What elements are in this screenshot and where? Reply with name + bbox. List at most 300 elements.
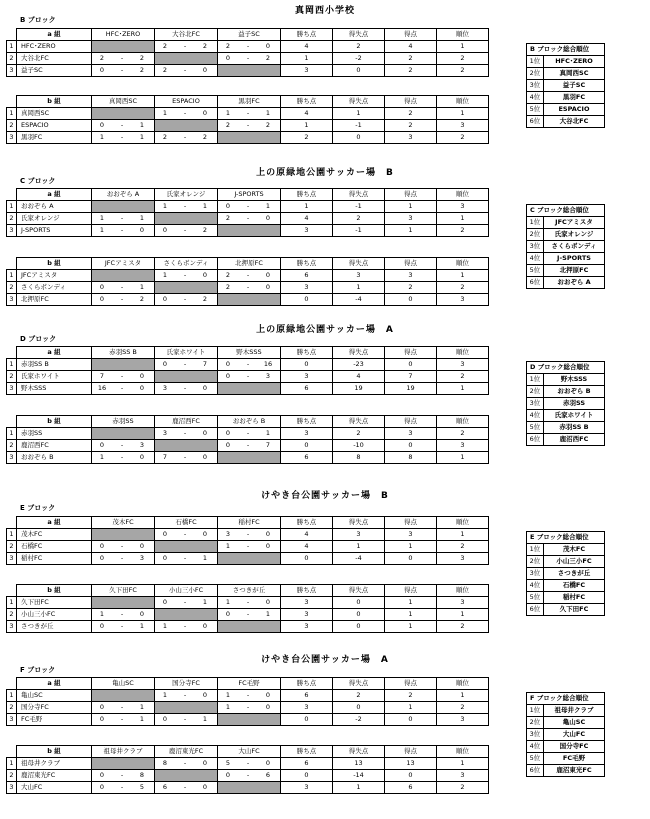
- points-cell: 2: [281, 132, 333, 144]
- ranking-team: 氏家オレンジ: [544, 229, 605, 241]
- rank-cell: 1: [437, 270, 489, 282]
- goals-cell: 2: [385, 120, 437, 132]
- points-cell: 0: [281, 440, 333, 452]
- ranking-team: 稲村FC: [544, 592, 605, 604]
- self-match-cell: [155, 371, 218, 383]
- ranking-position: 2位: [527, 68, 544, 80]
- team-name: 小山三小FC: [17, 609, 92, 621]
- header-row: [7, 517, 489, 529]
- ranking-row: [527, 753, 605, 765]
- goal-diff-cell: 1: [333, 282, 385, 294]
- score-cell: [92, 440, 155, 452]
- score-against: 7: [265, 441, 271, 449]
- score-cell: [92, 782, 155, 794]
- points-header: 勝ち点: [281, 347, 333, 359]
- score-cell: [92, 225, 155, 237]
- points-header: 勝ち点: [281, 29, 333, 41]
- ranking-row: [527, 229, 605, 241]
- points-cell: 3: [281, 702, 333, 714]
- score-cell: [92, 53, 155, 65]
- table-row: [7, 132, 489, 144]
- score-dash: -: [183, 360, 187, 368]
- score-dash: -: [246, 703, 250, 711]
- points-cell: 4: [281, 41, 333, 53]
- corner-cell: [7, 517, 17, 529]
- self-match-cell: [155, 609, 218, 621]
- score-for: 0: [99, 554, 105, 562]
- goal-diff-header: 得失点: [333, 347, 385, 359]
- goals-cell: 2: [385, 53, 437, 65]
- points-cell: 1: [281, 53, 333, 65]
- team-name: 石橋FC: [17, 541, 92, 553]
- score-cell: [218, 371, 281, 383]
- score-against: 1: [202, 554, 208, 562]
- group-name: a 組: [17, 517, 92, 529]
- score-dash: -: [183, 598, 187, 606]
- opponent-header: ESPACIO: [155, 96, 218, 108]
- ranking-position: 4位: [527, 92, 544, 104]
- group-table: [6, 95, 489, 144]
- ranking-row: [527, 568, 605, 580]
- self-match-cell: [92, 428, 155, 440]
- score-for: 1: [99, 610, 105, 618]
- ranking-position: 1位: [527, 705, 544, 717]
- block-label: D ブロック: [20, 335, 57, 343]
- team-name: ESPACIO: [17, 120, 92, 132]
- points-header: 勝ち点: [281, 258, 333, 270]
- self-match-cell: [92, 108, 155, 120]
- points-cell: 3: [281, 65, 333, 77]
- opponent-header: 赤羽SS: [92, 416, 155, 428]
- score-against: 2: [265, 121, 271, 129]
- score-cell: [218, 120, 281, 132]
- table-row: [7, 428, 489, 440]
- goals-cell: 3: [385, 428, 437, 440]
- team-name: 鹿沼西FC: [17, 440, 92, 452]
- self-match-cell: [218, 383, 281, 395]
- team-name: 赤羽SS: [17, 428, 92, 440]
- rank-cell: 2: [437, 53, 489, 65]
- header-row: [7, 746, 489, 758]
- ranking-position: 5位: [527, 592, 544, 604]
- rank-cell: 1: [437, 758, 489, 770]
- goals-cell: 4: [385, 41, 437, 53]
- team-name: 真岡西SC: [17, 108, 92, 120]
- block-label: B ブロック: [20, 16, 56, 24]
- opponent-header: さくらボンディ: [155, 258, 218, 270]
- ranking-team: 益子SC: [544, 80, 605, 92]
- venue-title: 上の原緑地公園サッカー場 A: [256, 325, 394, 335]
- score-cell: [218, 201, 281, 213]
- score-against: 7: [202, 360, 208, 368]
- score-cell: [92, 132, 155, 144]
- opponent-header: 北押原FC: [218, 258, 281, 270]
- ranking-title-row: [527, 532, 605, 544]
- corner-cell: [7, 96, 17, 108]
- self-match-cell: [218, 553, 281, 565]
- score-cell: [218, 440, 281, 452]
- goal-diff-cell: 1: [333, 541, 385, 553]
- ranking-row: [527, 398, 605, 410]
- opponent-header: 益子SC: [218, 29, 281, 41]
- score-against: 0: [202, 271, 208, 279]
- rank-cell: 2: [437, 621, 489, 633]
- score-against: 3: [265, 372, 271, 380]
- group-name: b 組: [17, 258, 92, 270]
- goals-cell: 2: [385, 690, 437, 702]
- ranking-row: [527, 386, 605, 398]
- ranking-team: HFC･ZERO: [544, 56, 605, 68]
- goals-cell: 1: [385, 541, 437, 553]
- ranking-position: 4位: [527, 580, 544, 592]
- score-against: 0: [202, 109, 208, 117]
- goals-header: 得点: [385, 258, 437, 270]
- self-match-cell: [92, 359, 155, 371]
- ranking-row: [527, 580, 605, 592]
- score-for: 3: [162, 384, 168, 392]
- block-label: E ブロック: [20, 504, 56, 512]
- ranking-title: D ブロック総合順位: [527, 362, 605, 374]
- score-dash: -: [246, 441, 250, 449]
- row-number: 2: [7, 770, 17, 782]
- score-cell: [218, 690, 281, 702]
- goals-header: 得点: [385, 678, 437, 690]
- score-dash: -: [246, 691, 250, 699]
- score-dash: -: [246, 542, 250, 550]
- points-cell: 3: [281, 621, 333, 633]
- score-against: 16: [263, 360, 273, 368]
- team-name: 氏家ホワイト: [17, 371, 92, 383]
- rank-cell: 2: [437, 225, 489, 237]
- row-number: 3: [7, 65, 17, 77]
- points-cell: 3: [281, 371, 333, 383]
- score-against: 8: [139, 771, 145, 779]
- venue-title: 上の原緑地公園サッカー場 B: [256, 168, 394, 178]
- score-against: 1: [139, 283, 145, 291]
- row-number: 1: [7, 270, 17, 282]
- table-row: [7, 53, 489, 65]
- points-cell: 4: [281, 529, 333, 541]
- score-against: 0: [202, 691, 208, 699]
- opponent-header: 赤羽SS B: [92, 347, 155, 359]
- row-number: 1: [7, 690, 17, 702]
- score-for: 1: [99, 214, 105, 222]
- group-table: [6, 257, 489, 306]
- score-against: 2: [202, 226, 208, 234]
- score-against: 0: [265, 530, 271, 538]
- score-cell: [155, 714, 218, 726]
- ranking-team: 北押原FC: [544, 265, 605, 277]
- ranking-position: 3位: [527, 398, 544, 410]
- score-for: 0: [162, 360, 168, 368]
- rank-header: 順位: [437, 189, 489, 201]
- goal-diff-cell: 2: [333, 213, 385, 225]
- points-cell: 3: [281, 225, 333, 237]
- opponent-header: 稲村FC: [218, 517, 281, 529]
- score-for: 0: [225, 202, 231, 210]
- score-cell: [92, 553, 155, 565]
- score-for: 1: [99, 453, 105, 461]
- group-name: b 組: [17, 96, 92, 108]
- score-dash: -: [246, 610, 250, 618]
- header-row: [7, 678, 489, 690]
- score-dash: -: [120, 121, 124, 129]
- score-dash: -: [183, 295, 187, 303]
- rank-header: 順位: [437, 678, 489, 690]
- score-for: 1: [225, 598, 231, 606]
- opponent-header: FC毛野: [218, 678, 281, 690]
- score-for: 1: [162, 622, 168, 630]
- score-cell: [155, 553, 218, 565]
- ranking-position: 6位: [527, 765, 544, 777]
- score-against: 1: [139, 622, 145, 630]
- table-row: [7, 440, 489, 452]
- header-row: [7, 347, 489, 359]
- team-name: 久下田FC: [17, 597, 92, 609]
- score-for: 0: [225, 610, 231, 618]
- score-dash: -: [120, 622, 124, 630]
- goals-cell: 2: [385, 282, 437, 294]
- table-row: [7, 782, 489, 794]
- self-match-cell: [92, 529, 155, 541]
- goal-diff-header: 得失点: [333, 678, 385, 690]
- goals-header: 得点: [385, 517, 437, 529]
- goals-cell: 2: [385, 65, 437, 77]
- group-table: [6, 584, 489, 633]
- opponent-header: 亀山SC: [92, 678, 155, 690]
- team-name: J-SPORTS: [17, 225, 92, 237]
- team-name: 大谷北FC: [17, 53, 92, 65]
- ranking-title-row: [527, 205, 605, 217]
- opponent-header: 大山FC: [218, 746, 281, 758]
- ranking-team: 黒羽FC: [544, 92, 605, 104]
- rank-cell: 3: [437, 359, 489, 371]
- goals-cell: 1: [385, 621, 437, 633]
- score-against: 1: [202, 598, 208, 606]
- self-match-cell: [155, 213, 218, 225]
- ranking-row: [527, 80, 605, 92]
- score-against: 1: [265, 429, 271, 437]
- self-match-cell: [155, 120, 218, 132]
- score-cell: [155, 529, 218, 541]
- header-row: [7, 258, 489, 270]
- score-dash: -: [246, 271, 250, 279]
- score-against: 2: [139, 295, 145, 303]
- ranking-team: 氏家ホワイト: [544, 410, 605, 422]
- goal-diff-header: 得失点: [333, 416, 385, 428]
- score-for: 0: [162, 295, 168, 303]
- score-against: 0: [202, 783, 208, 791]
- ranking-team: 赤羽SS: [544, 398, 605, 410]
- score-against: 1: [265, 610, 271, 618]
- rank-cell: 3: [437, 597, 489, 609]
- header-row: [7, 585, 489, 597]
- opponent-header: さつきが丘: [218, 585, 281, 597]
- score-cell: [218, 359, 281, 371]
- self-match-cell: [155, 53, 218, 65]
- block-label: C ブロック: [20, 177, 56, 185]
- score-dash: -: [246, 214, 250, 222]
- table-row: [7, 270, 489, 282]
- row-number: 1: [7, 758, 17, 770]
- score-against: 1: [139, 715, 145, 723]
- ranking-position: 4位: [527, 410, 544, 422]
- self-match-cell: [155, 702, 218, 714]
- self-match-cell: [218, 225, 281, 237]
- score-dash: -: [120, 66, 124, 74]
- score-cell: [218, 770, 281, 782]
- score-for: 7: [99, 372, 105, 380]
- opponent-header: HFC･ZERO: [92, 29, 155, 41]
- ranking-title-row: [527, 44, 605, 56]
- goal-diff-cell: 0: [333, 132, 385, 144]
- rank-header: 順位: [437, 746, 489, 758]
- score-dash: -: [246, 283, 250, 291]
- table-row: [7, 371, 489, 383]
- ranking-row: [527, 592, 605, 604]
- score-dash: -: [120, 783, 124, 791]
- goals-cell: 1: [385, 201, 437, 213]
- self-match-cell: [218, 65, 281, 77]
- goal-diff-cell: -4: [333, 553, 385, 565]
- score-for: 0: [162, 530, 168, 538]
- points-cell: 0: [281, 714, 333, 726]
- score-for: 0: [99, 441, 105, 449]
- score-dash: -: [120, 610, 124, 618]
- score-against: 0: [265, 691, 271, 699]
- score-dash: -: [120, 542, 124, 550]
- score-for: 5: [225, 759, 231, 767]
- ranking-row: [527, 56, 605, 68]
- ranking-team: 亀山SC: [544, 717, 605, 729]
- goal-diff-cell: 19: [333, 383, 385, 395]
- score-cell: [155, 690, 218, 702]
- row-number: 2: [7, 213, 17, 225]
- score-against: 0: [139, 542, 145, 550]
- score-cell: [92, 371, 155, 383]
- table-row: [7, 541, 489, 553]
- ranking-team: ESPACIO: [544, 104, 605, 116]
- goal-diff-header: 得失点: [333, 585, 385, 597]
- rank-cell: 3: [437, 120, 489, 132]
- ranking-team: 鹿沼東光FC: [544, 765, 605, 777]
- self-match-cell: [218, 714, 281, 726]
- score-cell: [92, 282, 155, 294]
- score-cell: [155, 270, 218, 282]
- score-for: 0: [225, 360, 231, 368]
- goal-diff-cell: 13: [333, 758, 385, 770]
- score-dash: -: [120, 771, 124, 779]
- score-dash: -: [120, 226, 124, 234]
- ranking-title-row: [527, 362, 605, 374]
- score-for: 1: [225, 109, 231, 117]
- score-for: 0: [225, 372, 231, 380]
- score-cell: [218, 702, 281, 714]
- ranking-row: [527, 253, 605, 265]
- rank-cell: 3: [437, 201, 489, 213]
- header-row: [7, 96, 489, 108]
- score-dash: -: [120, 372, 124, 380]
- score-dash: -: [183, 429, 187, 437]
- self-match-cell: [92, 690, 155, 702]
- score-for: 0: [225, 771, 231, 779]
- opponent-header: 茂木FC: [92, 517, 155, 529]
- goal-diff-header: 得失点: [333, 746, 385, 758]
- ranking-team: 久下田FC: [544, 604, 605, 616]
- team-name: 野木SSS: [17, 383, 92, 395]
- goals-cell: 1: [385, 702, 437, 714]
- ranking-team: JFCアミスタ: [544, 217, 605, 229]
- score-against: 0: [265, 759, 271, 767]
- ranking-row: [527, 729, 605, 741]
- goals-cell: 3: [385, 213, 437, 225]
- ranking-row: [527, 241, 605, 253]
- row-number: 2: [7, 702, 17, 714]
- rank-header: 順位: [437, 347, 489, 359]
- team-name: 鹿沼東光FC: [17, 770, 92, 782]
- score-cell: [155, 428, 218, 440]
- ranking-team: おおぞら B: [544, 386, 605, 398]
- score-against: 0: [265, 271, 271, 279]
- score-cell: [155, 41, 218, 53]
- block-label: F ブロック: [20, 666, 56, 674]
- self-match-cell: [155, 770, 218, 782]
- ranking-row: [527, 434, 605, 446]
- header-row: [7, 189, 489, 201]
- score-cell: [155, 225, 218, 237]
- row-number: 3: [7, 294, 17, 306]
- goal-diff-cell: 1: [333, 782, 385, 794]
- self-match-cell: [155, 541, 218, 553]
- goals-cell: 7: [385, 371, 437, 383]
- score-against: 0: [265, 703, 271, 711]
- score-dash: -: [183, 783, 187, 791]
- points-cell: 0: [281, 770, 333, 782]
- points-header: 勝ち点: [281, 746, 333, 758]
- ranking-position: 4位: [527, 253, 544, 265]
- goal-diff-cell: -2: [333, 53, 385, 65]
- ranking-row: [527, 265, 605, 277]
- ranking-team: さつきが丘: [544, 568, 605, 580]
- goal-diff-cell: 0: [333, 597, 385, 609]
- header-row: [7, 29, 489, 41]
- row-number: 1: [7, 597, 17, 609]
- score-dash: -: [246, 530, 250, 538]
- score-cell: [92, 714, 155, 726]
- row-number: 3: [7, 553, 17, 565]
- points-cell: 1: [281, 120, 333, 132]
- row-number: 3: [7, 383, 17, 395]
- goals-cell: 0: [385, 359, 437, 371]
- ranking-title-row: [527, 693, 605, 705]
- opponent-header: 大谷北FC: [155, 29, 218, 41]
- goal-diff-cell: -14: [333, 770, 385, 782]
- goal-diff-cell: -2: [333, 714, 385, 726]
- opponent-header: 氏家ホワイト: [155, 347, 218, 359]
- row-number: 2: [7, 609, 17, 621]
- points-cell: 3: [281, 282, 333, 294]
- score-against: 5: [139, 783, 145, 791]
- table-row: [7, 65, 489, 77]
- row-number: 1: [7, 108, 17, 120]
- self-match-cell: [92, 597, 155, 609]
- goal-diff-cell: 2: [333, 41, 385, 53]
- ranking-team: 大山FC: [544, 729, 605, 741]
- goal-diff-cell: -23: [333, 359, 385, 371]
- ranking-position: 2位: [527, 556, 544, 568]
- score-against: 6: [265, 771, 271, 779]
- table-row: [7, 714, 489, 726]
